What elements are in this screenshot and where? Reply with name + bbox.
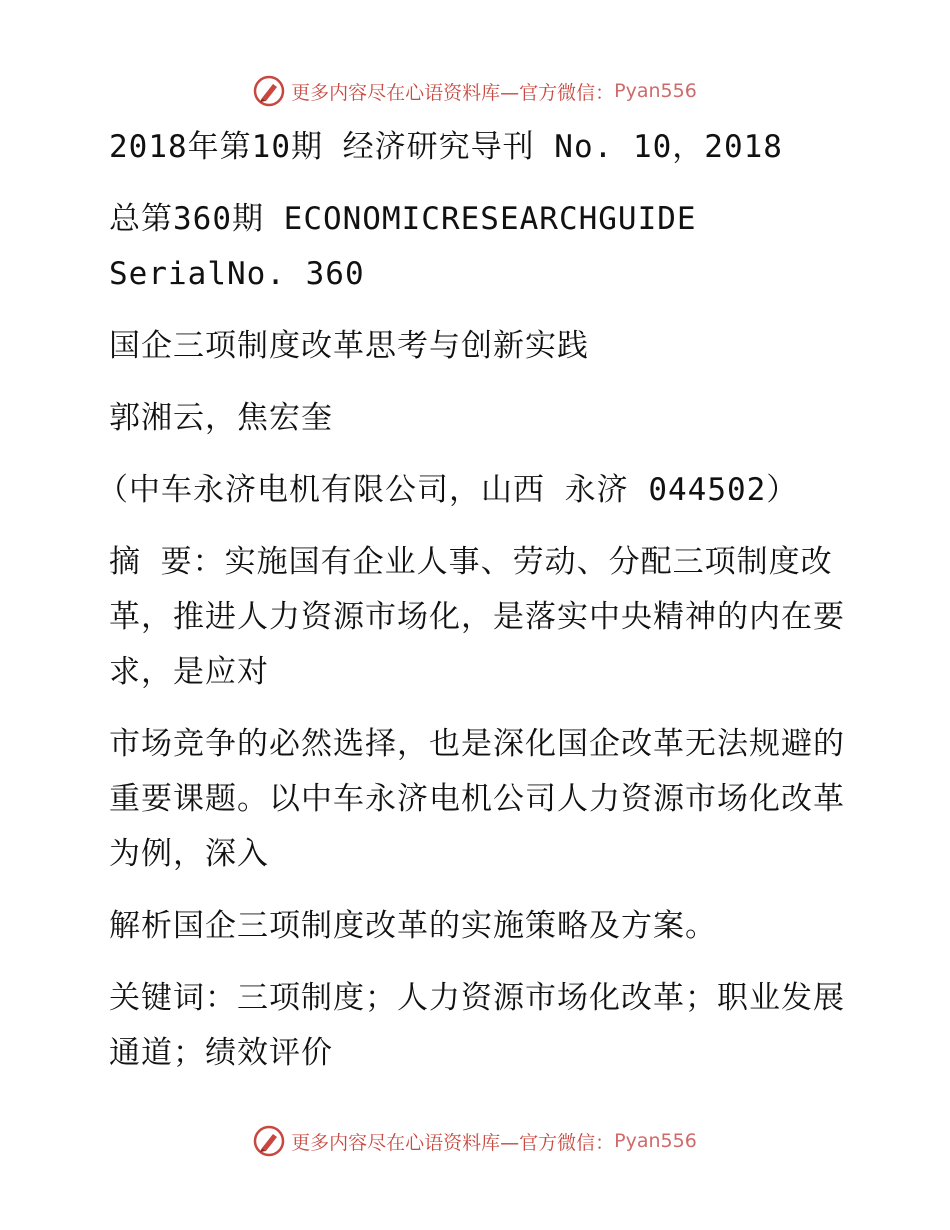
article-title: 国企三项制度改革思考与创新实践 bbox=[109, 328, 589, 364]
watermark-text: 更多内容尽在心语资料库—官方微信： bbox=[291, 81, 615, 104]
watermark-bottom bbox=[0, 1121, 950, 1161]
pen-logo-icon bbox=[253, 1125, 285, 1157]
keywords: 关键词：三项制度；人力资源市场化改革；职业发展通道；绩效评价 bbox=[109, 980, 845, 1071]
abstract-paragraph-3: 解析国企三项制度改革的实施策略及方案。 bbox=[109, 908, 717, 944]
watermark-handle: Pyan556 bbox=[614, 80, 697, 102]
watermark-text: 更多内容尽在心语资料库—官方微信： bbox=[291, 1131, 615, 1154]
abstract-paragraph-2: 市场竞争的必然选择，也是深化国企改革无法规避的重要课题。以中车永济电机公司人力资源市场化改革为例，深入 bbox=[109, 726, 845, 872]
article-authors: 郭湘云，焦宏奎 bbox=[109, 400, 333, 436]
abstract-paragraph-1: 摘 要：实施国有企业人事、劳动、分配三项制度改革，推进人力资源市场化，是落实中央精神的内在要求，是应对 bbox=[109, 544, 845, 690]
watermark-handle: Pyan556 bbox=[614, 1130, 697, 1152]
pen-logo-icon bbox=[253, 75, 285, 107]
document-body bbox=[97, 120, 857, 1081]
watermark-top bbox=[0, 71, 950, 111]
journal-issue-line: 2018年第10期 经济研究导刊 No. 10，2018 bbox=[109, 129, 783, 165]
journal-serial-line: 总第360期 ECONOMICRESEARCHGUIDE SerialNo. 360 bbox=[109, 201, 697, 292]
article-affiliation: （中车永济电机有限公司，山西 永济 044502） bbox=[97, 472, 799, 508]
